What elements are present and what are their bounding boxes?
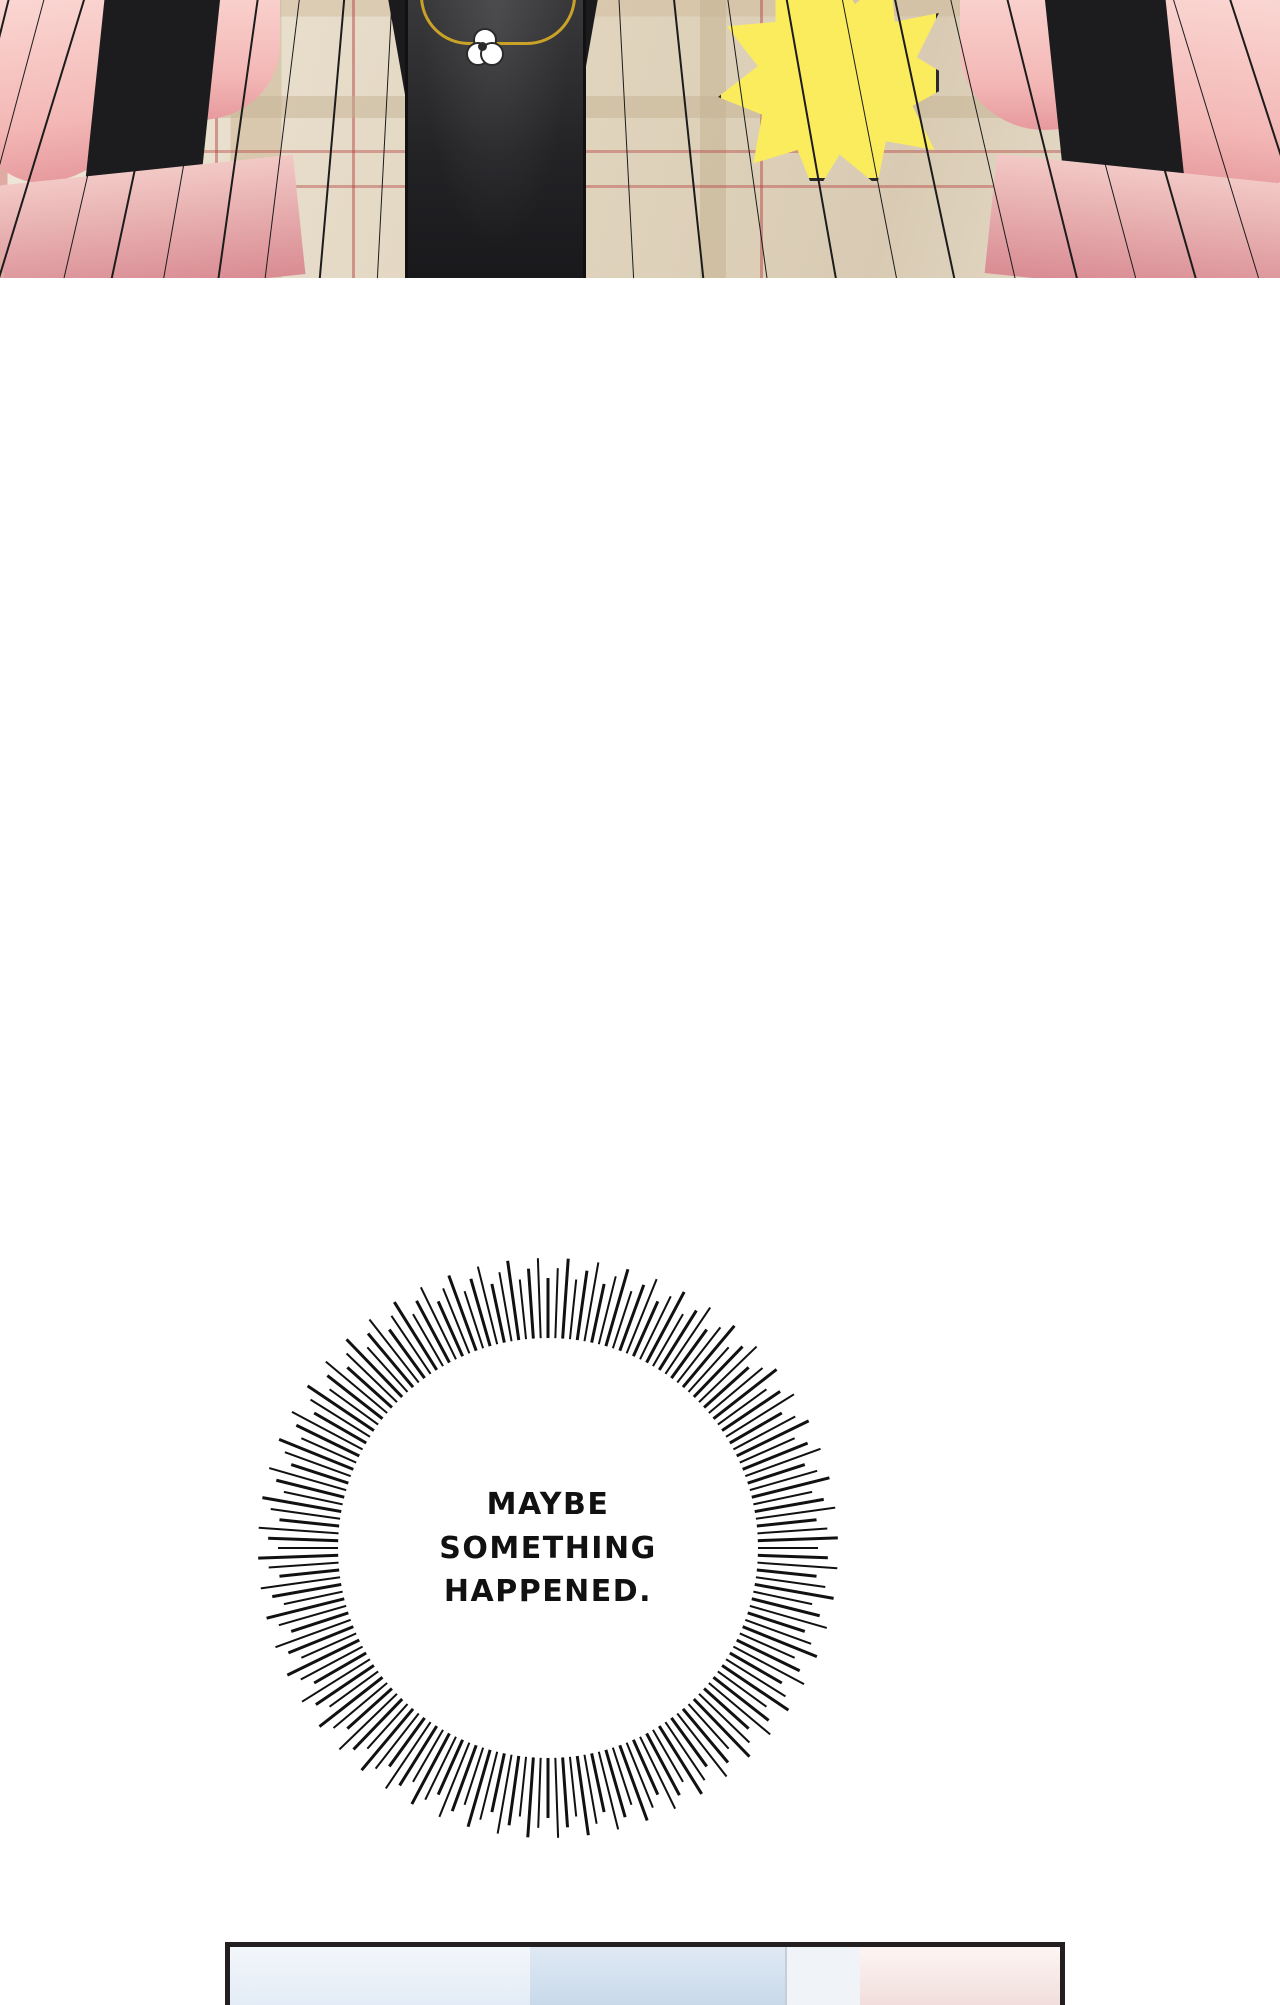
wall-panel-divider xyxy=(785,1947,864,2005)
caption-line-2: SOMETHING xyxy=(439,1530,657,1566)
sunburst-speech-balloon xyxy=(258,1258,838,1838)
comic-panel-top xyxy=(0,0,1280,283)
speed-lines-overlay xyxy=(0,0,1280,278)
caption-line-3: HAPPENED. xyxy=(443,1573,653,1609)
balloon-caption xyxy=(378,1483,718,1614)
comic-panel-middle xyxy=(0,278,1280,2000)
caption-line-1: MAYBE xyxy=(486,1486,610,1522)
wall-section-left xyxy=(230,1947,530,2005)
comic-panel-bottom xyxy=(225,1942,1065,2005)
wall-section-right xyxy=(860,1947,1060,2005)
wall-section-mid xyxy=(530,1947,785,2005)
